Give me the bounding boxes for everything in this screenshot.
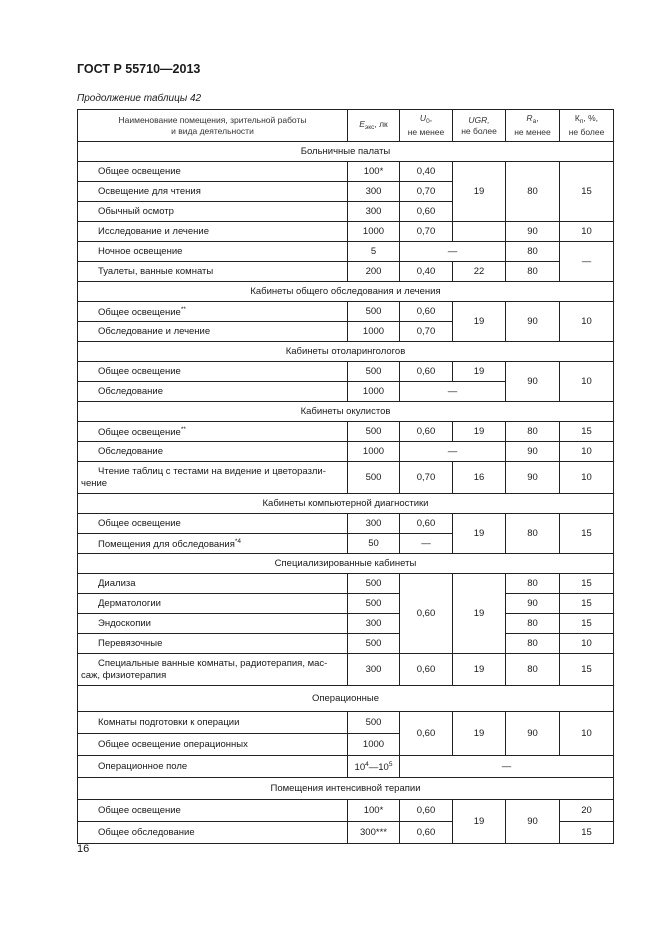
color-rendering-value: 80 [506, 614, 560, 634]
table-row [78, 756, 614, 778]
ripple-value: 10 [560, 462, 614, 494]
uniformity-value: 0,60 [400, 422, 453, 442]
illuminance-value: 100* [348, 162, 400, 182]
color-rendering-value: 90 [506, 594, 560, 614]
room-name: Общее освещение операционных [78, 734, 348, 756]
color-rendering-value: 90 [506, 462, 560, 494]
illuminance-value: 300 [348, 202, 400, 222]
room-name: Обследование [78, 382, 348, 402]
color-rendering-value: 90 [506, 712, 560, 756]
room-name: Исследование и лечение [78, 222, 348, 242]
uniformity-value: 0,60 [400, 514, 453, 534]
color-rendering-value: 90 [506, 302, 560, 342]
table-row [78, 422, 614, 442]
ugr-value: 22 [453, 262, 506, 282]
ripple-value: 15 [560, 614, 614, 634]
room-name: Общее освещение [78, 514, 348, 534]
room-name: Ночное освещение [78, 242, 348, 262]
uniformity-value: 0,70 [400, 222, 453, 242]
uniformity-value: 0,60 [400, 362, 453, 382]
ugr-value: 19 [453, 514, 506, 554]
header-ugr: UGR, не более [453, 110, 506, 142]
color-rendering-value: 80 [506, 654, 560, 686]
illuminance-value: 500 [348, 634, 400, 654]
table-row [78, 442, 614, 462]
table-row [78, 302, 614, 322]
ripple-value: 15 [560, 422, 614, 442]
illuminance-value: 500 [348, 574, 400, 594]
room-name: Чтение таблиц с тестами на видение и цветоразли- чение [78, 462, 348, 494]
uniformity-value: 0,70 [400, 182, 453, 202]
illuminance-value: 1000 [348, 734, 400, 756]
room-name: Перевязочные [78, 634, 348, 654]
illuminance-value: 500 [348, 422, 400, 442]
uniformity-value: 0,60 [400, 712, 453, 756]
illuminance-value: $10^4—10^5$ [348, 756, 400, 778]
ugr-value: 19 [453, 574, 506, 654]
illuminance-value: 50 [348, 534, 400, 554]
section-heading: Кабинеты общего обследования и лечения [78, 282, 614, 302]
table-row [78, 634, 614, 654]
room-name: Специальные ванные комнаты, радиотерапия, мас- саж, физиотерапия [78, 654, 348, 686]
table-row [78, 654, 614, 686]
table-row [78, 362, 614, 382]
color-rendering-value: 80 [506, 574, 560, 594]
table-continuation-caption: Продолжение таблицы 42 [77, 93, 202, 104]
room-name: Туалеты, ванные комнаты [78, 262, 348, 282]
illuminance-value: 500 [348, 712, 400, 734]
table-row [78, 242, 614, 262]
table-row [78, 462, 614, 494]
ugr-value: 19 [453, 422, 506, 442]
uniformity-value: 0,60 [400, 800, 453, 822]
illuminance-value: 200 [348, 262, 400, 282]
uniformity-value: — [400, 534, 453, 554]
illuminance-value: 300*** [348, 822, 400, 844]
room-name: Обследование и лечение [78, 322, 348, 342]
section-heading: Операционные [78, 686, 614, 712]
table-row [78, 514, 614, 534]
uniformity-value: 0,40 [400, 162, 453, 182]
uniformity-value: 0,60 [400, 302, 453, 322]
illuminance-value: 1000 [348, 322, 400, 342]
room-name: Общее освещение** [78, 302, 348, 322]
not-applicable-dash: — [400, 756, 614, 778]
uniformity-value: 0,70 [400, 462, 453, 494]
header-uniformity: $U_0$, не менее [400, 110, 453, 142]
table-row [78, 594, 614, 614]
table-row [78, 614, 614, 634]
section-heading: Кабинеты окулистов [78, 402, 614, 422]
ripple-value: 15 [560, 822, 614, 844]
room-name: Диализа [78, 574, 348, 594]
ripple-value: 15 [560, 594, 614, 614]
ripple-value: 10 [560, 634, 614, 654]
ripple-value: 10 [560, 222, 614, 242]
illuminance-value: 300 [348, 182, 400, 202]
color-rendering-value: 80 [506, 242, 560, 262]
table-header-row [78, 110, 614, 142]
illuminance-value: 500 [348, 594, 400, 614]
not-applicable-dash: — [400, 242, 506, 262]
uniformity-value: 0,60 [400, 574, 453, 654]
ripple-value: — [560, 242, 614, 282]
illuminance-value: 5 [348, 242, 400, 262]
room-name: Общее обследование [78, 822, 348, 844]
section-heading: Кабинеты отоларингологов [78, 342, 614, 362]
illuminance-value: 100* [348, 800, 400, 822]
room-name: Комнаты подготовки к операции [78, 712, 348, 734]
ugr-value: 19 [453, 362, 506, 382]
color-rendering-value: 90 [506, 442, 560, 462]
illuminance-value: 500 [348, 362, 400, 382]
uniformity-value: 0,60 [400, 202, 453, 222]
not-applicable-dash: — [400, 382, 506, 402]
ugr-value: 19 [453, 654, 506, 686]
ripple-value: 20 [560, 800, 614, 822]
header-ripple-factor: $К_п$, %, не более [560, 110, 614, 142]
room-name: Общее освещение [78, 800, 348, 822]
section-heading: Помещения интенсивной терапии [78, 778, 614, 800]
ugr-value: 19 [453, 712, 506, 756]
ripple-value: 15 [560, 574, 614, 594]
not-applicable-dash: — [400, 442, 506, 462]
table-row [78, 712, 614, 734]
ugr-value: 16 [453, 462, 506, 494]
room-name: Операционное поле [78, 756, 348, 778]
table-row [78, 800, 614, 822]
color-rendering-value: 80 [506, 514, 560, 554]
uniformity-value: 0,70 [400, 322, 453, 342]
color-rendering-value: 80 [506, 422, 560, 442]
table-row [78, 162, 614, 182]
room-name: Эндоскопии [78, 614, 348, 634]
ripple-value: 10 [560, 712, 614, 756]
ripple-value: 15 [560, 654, 614, 686]
illuminance-value: 1000 [348, 442, 400, 462]
uniformity-value: 0,40 [400, 262, 453, 282]
color-rendering-value: 90 [506, 362, 560, 402]
section-heading: Кабинеты компьютерной диагностики [78, 494, 614, 514]
illuminance-value: 1000 [348, 222, 400, 242]
ugr-value: 19 [453, 162, 506, 222]
color-rendering-value: 90 [506, 222, 560, 242]
header-color-rendering: $R_a$, не менее [506, 110, 560, 142]
room-name: Общее освещение [78, 162, 348, 182]
room-name: Дерматологии [78, 594, 348, 614]
page-number: 16 [77, 843, 90, 855]
color-rendering-value: 80 [506, 262, 560, 282]
color-rendering-value: 80 [506, 162, 560, 222]
ugr-value [453, 222, 506, 242]
color-rendering-value: 80 [506, 634, 560, 654]
ripple-value: 10 [560, 362, 614, 402]
room-name: Обследование [78, 442, 348, 462]
ripple-value: 15 [560, 514, 614, 554]
document-title: ГОСТ Р 55710—2013 [77, 62, 201, 76]
room-name: Помещения для обследования$^{*4}$ [78, 534, 348, 554]
illuminance-value: 300 [348, 614, 400, 634]
table-row [78, 574, 614, 594]
table-row [78, 262, 614, 282]
room-name: Общее освещение [78, 362, 348, 382]
uniformity-value: 0,60 [400, 654, 453, 686]
table-row [78, 222, 614, 242]
color-rendering-value: 90 [506, 800, 560, 844]
illuminance-value: 300 [348, 514, 400, 534]
room-name: Общее освещение** [78, 422, 348, 442]
room-name: Освещение для чтения [78, 182, 348, 202]
header-illuminance: $E_{экс}$, лк [348, 110, 400, 142]
ripple-value: 10 [560, 302, 614, 342]
illuminance-value: 500 [348, 462, 400, 494]
room-name: Обычный осмотр [78, 202, 348, 222]
section-heading: Больничные палаты [78, 142, 614, 162]
illuminance-value: 500 [348, 302, 400, 322]
illuminance-value: 300 [348, 654, 400, 686]
uniformity-value: 0,60 [400, 822, 453, 844]
illuminance-value: 1000 [348, 382, 400, 402]
ugr-value: 19 [453, 302, 506, 342]
ripple-value: 10 [560, 442, 614, 462]
section-heading: Специализированные кабинеты [78, 554, 614, 574]
lighting-norms-table [77, 109, 614, 844]
header-room-name: Наименование помещения, зрительной работы и вида деятельности [78, 110, 348, 142]
ugr-value: 19 [453, 800, 506, 844]
ripple-value: 15 [560, 162, 614, 222]
